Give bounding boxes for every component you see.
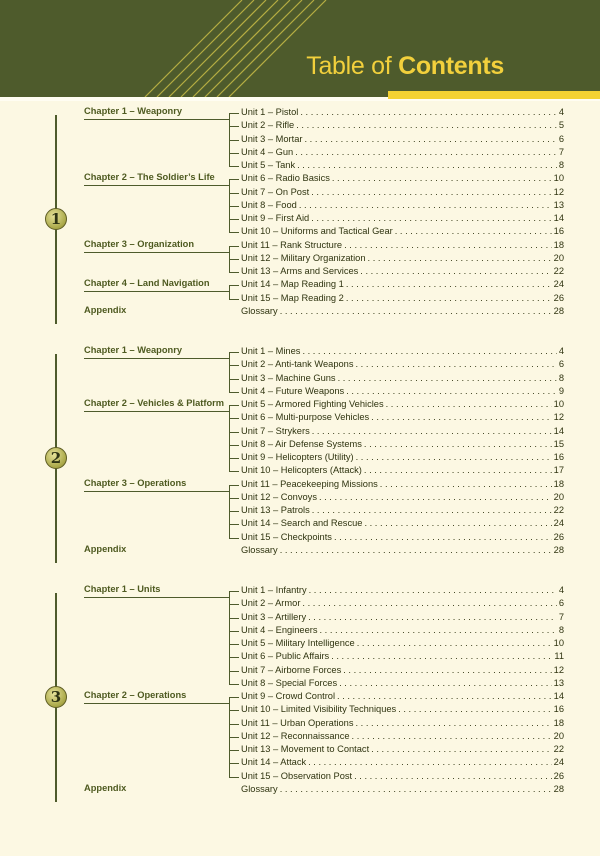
- dot-leader: [380, 478, 552, 491]
- page-number: 28: [553, 305, 564, 316]
- toc-entry[interactable]: [241, 650, 564, 663]
- toc-entry[interactable]: [241, 451, 564, 464]
- entry-title: Unit 12 – Military Organization: [241, 252, 366, 263]
- bracket-tick: [229, 379, 239, 380]
- dot-leader: [364, 517, 551, 530]
- dot-leader: [339, 677, 552, 690]
- chapter-label: Chapter 3 – Operations: [84, 477, 187, 488]
- page-number: 18: [553, 717, 564, 728]
- page-number: 20: [553, 491, 564, 502]
- entry-title: Unit 7 – On Post: [241, 186, 310, 197]
- entry-title: Unit 13 – Patrols: [241, 505, 310, 515]
- toc-entry[interactable]: [241, 278, 564, 291]
- dot-leader: [356, 451, 552, 464]
- toc-entry[interactable]: [241, 212, 564, 225]
- chapter-underline: [84, 291, 229, 292]
- dot-leader: [302, 345, 556, 358]
- page-number: 24: [553, 518, 564, 529]
- entry-title: Unit 1 – Infantry: [241, 585, 307, 595]
- toc-entry[interactable]: [241, 637, 564, 650]
- dot-leader: [334, 531, 552, 544]
- toc-entry[interactable]: [241, 265, 564, 278]
- page-number: 18: [553, 478, 564, 489]
- toc-entry[interactable]: [241, 159, 564, 172]
- page-number: 28: [553, 544, 564, 555]
- entry-title: Unit 14 – Map Reading 1: [241, 279, 344, 290]
- entry-title: Unit 13 – Arms and Services: [241, 266, 359, 276]
- toc-entry[interactable]: [241, 186, 564, 199]
- bracket-connector: [218, 252, 230, 253]
- dot-leader: [398, 703, 551, 716]
- entry-title: Unit 11 – Peacekeeping Missions: [241, 478, 378, 489]
- toc-entry[interactable]: [241, 398, 564, 411]
- entry-title: Unit 4 – Gun: [241, 146, 294, 157]
- bracket-tick: [229, 724, 239, 725]
- dot-leader: [368, 252, 552, 265]
- bracket-tick: [229, 206, 239, 207]
- entry-title: Unit 4 – Engineers: [241, 624, 318, 635]
- page-number: 20: [553, 730, 564, 741]
- bracket-connector: [218, 291, 230, 292]
- dot-leader: [320, 624, 557, 637]
- bracket-tick: [229, 179, 239, 180]
- entry-title: Unit 6 – Radio Basics: [241, 173, 330, 184]
- bracket-tick: [229, 365, 239, 366]
- bracket-tick: [229, 458, 239, 459]
- page-number: 26: [553, 770, 564, 781]
- bracket-tick: [229, 299, 239, 300]
- bracket-tick: [229, 193, 239, 194]
- bracket-tick: [229, 485, 239, 486]
- bracket-tick: [229, 285, 239, 286]
- dot-leader: [331, 650, 552, 663]
- toc-entry[interactable]: [241, 531, 564, 544]
- bracket-tick: [229, 272, 239, 273]
- page-title: [306, 52, 504, 81]
- toc-entry[interactable]: [241, 478, 564, 491]
- page-number: 13: [553, 677, 564, 688]
- entry-title: Unit 8 – Special Forces: [241, 677, 338, 688]
- entry-title: Unit 1 – Mines: [241, 346, 301, 356]
- toc-entry[interactable]: [241, 372, 564, 385]
- bracket-tick: [229, 166, 239, 167]
- section-1-number-badge: 1: [45, 208, 67, 230]
- toc-entry[interactable]: [241, 292, 564, 305]
- chapter-underline: [84, 703, 229, 704]
- entry-title: Unit 6 – Multi-purpose Vehicles: [241, 412, 370, 423]
- page-number: 7: [558, 611, 564, 622]
- bracket-tick: [229, 140, 239, 141]
- dot-leader: [346, 278, 552, 291]
- toc-entry[interactable]: [241, 770, 564, 783]
- bracket-tick: [229, 524, 239, 525]
- dot-leader: [337, 690, 552, 703]
- dot-leader: [308, 756, 552, 769]
- dot-leader: [312, 425, 552, 438]
- bracket-tick: [229, 246, 239, 247]
- entry-title: Unit 9 – First Aid: [241, 213, 310, 223]
- page-number: 12: [553, 186, 564, 197]
- bracket-tick: [229, 511, 239, 512]
- page-number: 16: [553, 452, 564, 462]
- chapter-underline: [84, 185, 229, 186]
- bracket-tick: [229, 113, 239, 114]
- bracket-tick: [229, 392, 239, 393]
- page-number: 12: [553, 412, 564, 423]
- toc-entry[interactable]: [241, 517, 564, 530]
- toc-entry[interactable]: [241, 597, 564, 610]
- entry-title: Unit 7 – Strykers: [241, 425, 310, 436]
- toc-entry[interactable]: [241, 756, 564, 769]
- page-number: 24: [553, 279, 564, 290]
- entry-title: Unit 11 – Rank Structure: [241, 239, 343, 250]
- chapter-label: Appendix: [84, 304, 127, 315]
- dot-leader: [360, 265, 551, 278]
- dot-leader: [346, 385, 557, 398]
- entry-title: Unit 5 – Military Intelligence: [241, 638, 355, 648]
- dot-leader: [343, 664, 551, 677]
- chapter-label: Chapter 2 – Vehicles & Platform: [84, 398, 225, 408]
- bracket-tick: [229, 471, 239, 472]
- chapter-label: Chapter 1 – Units: [84, 584, 161, 594]
- chapter-underline: [84, 358, 229, 359]
- entry-title: Unit 1 – Pistol: [241, 107, 299, 117]
- entry-title: Unit 4 – Future Weapons: [241, 385, 345, 396]
- dot-leader: [302, 597, 556, 610]
- chapter-label: Chapter 3 – Organization: [84, 238, 195, 249]
- bracket-tick: [229, 153, 239, 154]
- page-header: [0, 0, 600, 97]
- bracket-tick: [229, 671, 239, 672]
- bracket-tick: [229, 750, 239, 751]
- toc-entry[interactable]: [241, 717, 564, 730]
- entry-title: Unit 2 – Rifle: [241, 120, 295, 131]
- dot-leader: [311, 186, 551, 199]
- page-number: 6: [558, 133, 564, 144]
- page-number: 4: [558, 346, 564, 356]
- bracket-connector: [218, 358, 230, 359]
- page-number: 14: [553, 425, 564, 436]
- page-number: 9: [558, 385, 564, 396]
- dot-leader: [356, 358, 557, 371]
- page-number: 15: [553, 438, 564, 449]
- bracket-tick: [229, 432, 239, 433]
- dot-leader: [280, 783, 552, 796]
- entry-title: Unit 14 – Search and Rescue: [241, 518, 363, 529]
- toc-entry[interactable]: [241, 677, 564, 690]
- chapter-underline: [84, 597, 229, 598]
- page-number: 14: [553, 213, 564, 223]
- page-number: 7: [558, 146, 564, 157]
- dot-leader: [371, 411, 552, 424]
- entry-title: Unit 10 – Helicopters (Attack): [241, 465, 362, 476]
- dot-leader: [344, 239, 552, 252]
- bracket-tick: [229, 710, 239, 711]
- entry-title: Unit 7 – Airborne Forces: [241, 664, 342, 675]
- page-number: 8: [558, 372, 564, 383]
- entry-title: Unit 13 – Movement to Contact: [241, 744, 370, 754]
- page-number: 10: [553, 638, 564, 648]
- toc-entry[interactable]: [241, 783, 564, 796]
- entry-title: Unit 2 – Armor: [241, 598, 301, 609]
- toc-entry[interactable]: [241, 305, 564, 318]
- bracket-tick: [229, 259, 239, 260]
- page-number: 6: [558, 598, 564, 609]
- entry-title: Unit 9 – Helicopters (Utility): [241, 452, 354, 462]
- toc-entry[interactable]: [241, 411, 564, 424]
- chapter-underline: [84, 119, 229, 120]
- bracket-tick: [229, 405, 239, 406]
- dot-leader: [346, 292, 552, 305]
- bracket-tick: [229, 657, 239, 658]
- bracket-tick: [229, 604, 239, 605]
- bracket-tick: [229, 538, 239, 539]
- chapter-underline: [84, 491, 229, 492]
- toc-entry[interactable]: [241, 252, 564, 265]
- bracket-tick: [229, 684, 239, 685]
- dot-leader: [312, 504, 552, 517]
- chapter-label: Chapter 1 – Weaponry: [84, 345, 182, 355]
- title-bold-text: Contents: [398, 52, 504, 80]
- bracket-connector: [218, 597, 230, 598]
- dot-leader: [309, 584, 557, 597]
- page-number: 11: [554, 651, 564, 662]
- bracket-tick: [229, 737, 239, 738]
- dot-leader: [352, 730, 552, 743]
- page-number: 4: [558, 107, 564, 117]
- chapter-label: Chapter 2 – Operations: [84, 690, 187, 700]
- toc-entry[interactable]: [241, 199, 564, 212]
- page-number: 22: [553, 744, 564, 754]
- toc-entry[interactable]: [241, 385, 564, 398]
- dot-leader: [280, 305, 552, 318]
- page-number: 26: [553, 292, 564, 303]
- dot-leader: [355, 717, 551, 730]
- chapter-label: Appendix: [84, 782, 127, 793]
- entry-title: Unit 6 – Public Affairs: [241, 651, 330, 662]
- toc-entry[interactable]: [241, 690, 564, 703]
- header-accent-bar: [388, 91, 600, 99]
- entry-title: Unit 8 – Food: [241, 199, 297, 210]
- toc-entry[interactable]: [241, 119, 564, 132]
- bracket-tick: [229, 445, 239, 446]
- bracket-tick: [229, 763, 239, 764]
- entry-title: Unit 5 – Tank: [241, 160, 296, 170]
- entry-title: Unit 12 – Reconnaissance: [241, 730, 350, 741]
- entry-title: Unit 2 – Anti-tank Weapons: [241, 359, 354, 370]
- bracket-connector: [218, 119, 230, 120]
- bracket-tick: [229, 418, 239, 419]
- chapter-label: Appendix: [84, 543, 127, 554]
- chapter-underline: [84, 252, 229, 253]
- dot-leader: [295, 146, 557, 159]
- page-number: 24: [553, 757, 564, 768]
- dot-leader: [304, 133, 556, 146]
- toc-entry[interactable]: [241, 106, 564, 119]
- toc-entry[interactable]: [241, 464, 564, 477]
- bracket-tick: [229, 232, 239, 233]
- toc-entry[interactable]: [241, 239, 564, 252]
- toc-entry[interactable]: [241, 225, 564, 238]
- chapter-label: Chapter 2 – The Soldier’s Life: [84, 172, 215, 183]
- entry-title: Glossary: [241, 783, 278, 794]
- toc-entry[interactable]: [241, 743, 564, 756]
- bracket-connector: [218, 411, 230, 412]
- toc-entry[interactable]: [241, 172, 564, 185]
- bracket-connector: [218, 185, 230, 186]
- page-number: 26: [553, 531, 564, 542]
- page-number: 13: [553, 199, 564, 210]
- dot-leader: [311, 212, 551, 225]
- bracket-tick: [229, 126, 239, 127]
- toc-entry[interactable]: [241, 345, 564, 358]
- toc-entry[interactable]: [241, 491, 564, 504]
- toc-entry[interactable]: [241, 358, 564, 371]
- entry-title: Unit 10 – Uniforms and Tactical Gear: [241, 226, 393, 237]
- bracket-tick: [229, 777, 239, 778]
- toc-entry[interactable]: [241, 438, 564, 451]
- dot-leader: [395, 225, 552, 238]
- entry-title: Unit 10 – Limited Visibility Techniques: [241, 704, 397, 715]
- toc-entry[interactable]: [241, 624, 564, 637]
- bracket-tick: [229, 697, 239, 698]
- entry-title: Unit 15 – Checkpoints: [241, 531, 332, 542]
- title-light-text: Table of: [306, 52, 399, 80]
- dot-leader: [332, 172, 552, 185]
- page-number: 8: [558, 624, 564, 635]
- toc-entry[interactable]: [241, 504, 564, 517]
- chapter-bracket: [229, 405, 230, 471]
- toc-entry[interactable]: [241, 730, 564, 743]
- page-number: 10: [553, 399, 564, 409]
- page-number: 16: [553, 226, 564, 237]
- page-number: 5: [558, 120, 564, 131]
- dot-leader: [371, 743, 552, 756]
- bracket-connector: [218, 491, 230, 492]
- toc-entry[interactable]: [241, 703, 564, 716]
- entry-title: Unit 15 – Map Reading 2: [241, 292, 344, 303]
- diagonal-stripes-decoration: [0, 0, 600, 97]
- entry-title: Unit 8 – Air Defense Systems: [241, 438, 362, 449]
- entry-title: Unit 9 – Crowd Control: [241, 691, 336, 701]
- dot-leader: [299, 199, 552, 212]
- dot-leader: [354, 770, 552, 783]
- toc-entry[interactable]: [241, 425, 564, 438]
- dot-leader: [364, 438, 552, 451]
- toc-entry[interactable]: [241, 133, 564, 146]
- page-number: 22: [553, 505, 564, 515]
- bracket-tick: [229, 618, 239, 619]
- section-2-number-badge: 2: [45, 447, 67, 469]
- bracket-tick: [229, 591, 239, 592]
- page-number: 12: [553, 664, 564, 675]
- toc-entry[interactable]: [241, 146, 564, 159]
- page-number: 28: [553, 783, 564, 794]
- entry-title: Unit 14 – Attack: [241, 757, 307, 768]
- chapter-label: Chapter 4 – Land Navigation: [84, 278, 210, 289]
- bracket-tick: [229, 644, 239, 645]
- page-number: 14: [553, 691, 564, 701]
- dot-leader: [297, 159, 557, 172]
- page-number: 17: [553, 465, 564, 476]
- section-3-number-badge: 3: [45, 686, 67, 708]
- entry-title: Glossary: [241, 305, 278, 316]
- toc-entry[interactable]: [241, 544, 564, 557]
- page-number: 16: [553, 704, 564, 715]
- chapter-underline: [84, 411, 229, 412]
- entry-title: Unit 11 – Urban Operations: [241, 717, 354, 728]
- entry-title: Unit 3 – Artillery: [241, 611, 307, 622]
- entry-title: Glossary: [241, 544, 278, 555]
- toc-entry[interactable]: [241, 611, 564, 624]
- dot-leader: [364, 464, 552, 477]
- bracket-connector: [218, 703, 230, 704]
- page-number: 6: [558, 359, 564, 370]
- bracket-tick: [229, 352, 239, 353]
- dot-leader: [300, 106, 556, 119]
- page-number: 22: [553, 266, 564, 276]
- bracket-tick: [229, 498, 239, 499]
- entry-title: Unit 5 – Armored Fighting Vehicles: [241, 399, 384, 409]
- dot-leader: [357, 637, 552, 650]
- page-number: 4: [558, 585, 564, 595]
- toc-entry[interactable]: [241, 584, 564, 597]
- chapter-label: Chapter 1 – Weaponry: [84, 106, 182, 116]
- dot-leader: [319, 491, 552, 504]
- entry-title: Unit 3 – Machine Guns: [241, 372, 336, 383]
- entry-title: Unit 15 – Observation Post: [241, 770, 353, 781]
- page-number: 8: [558, 160, 564, 170]
- entry-title: Unit 3 – Mortar: [241, 133, 303, 144]
- dot-leader: [280, 544, 552, 557]
- entry-title: Unit 12 – Convoys: [241, 491, 317, 502]
- dot-leader: [338, 372, 557, 385]
- page-number: 18: [553, 239, 564, 250]
- bracket-tick: [229, 631, 239, 632]
- toc-entry[interactable]: [241, 664, 564, 677]
- bracket-tick: [229, 219, 239, 220]
- dot-leader: [308, 611, 557, 624]
- page-number: 20: [553, 252, 564, 263]
- page-number: 10: [553, 173, 564, 184]
- dot-leader: [386, 398, 552, 411]
- dot-leader: [296, 119, 557, 132]
